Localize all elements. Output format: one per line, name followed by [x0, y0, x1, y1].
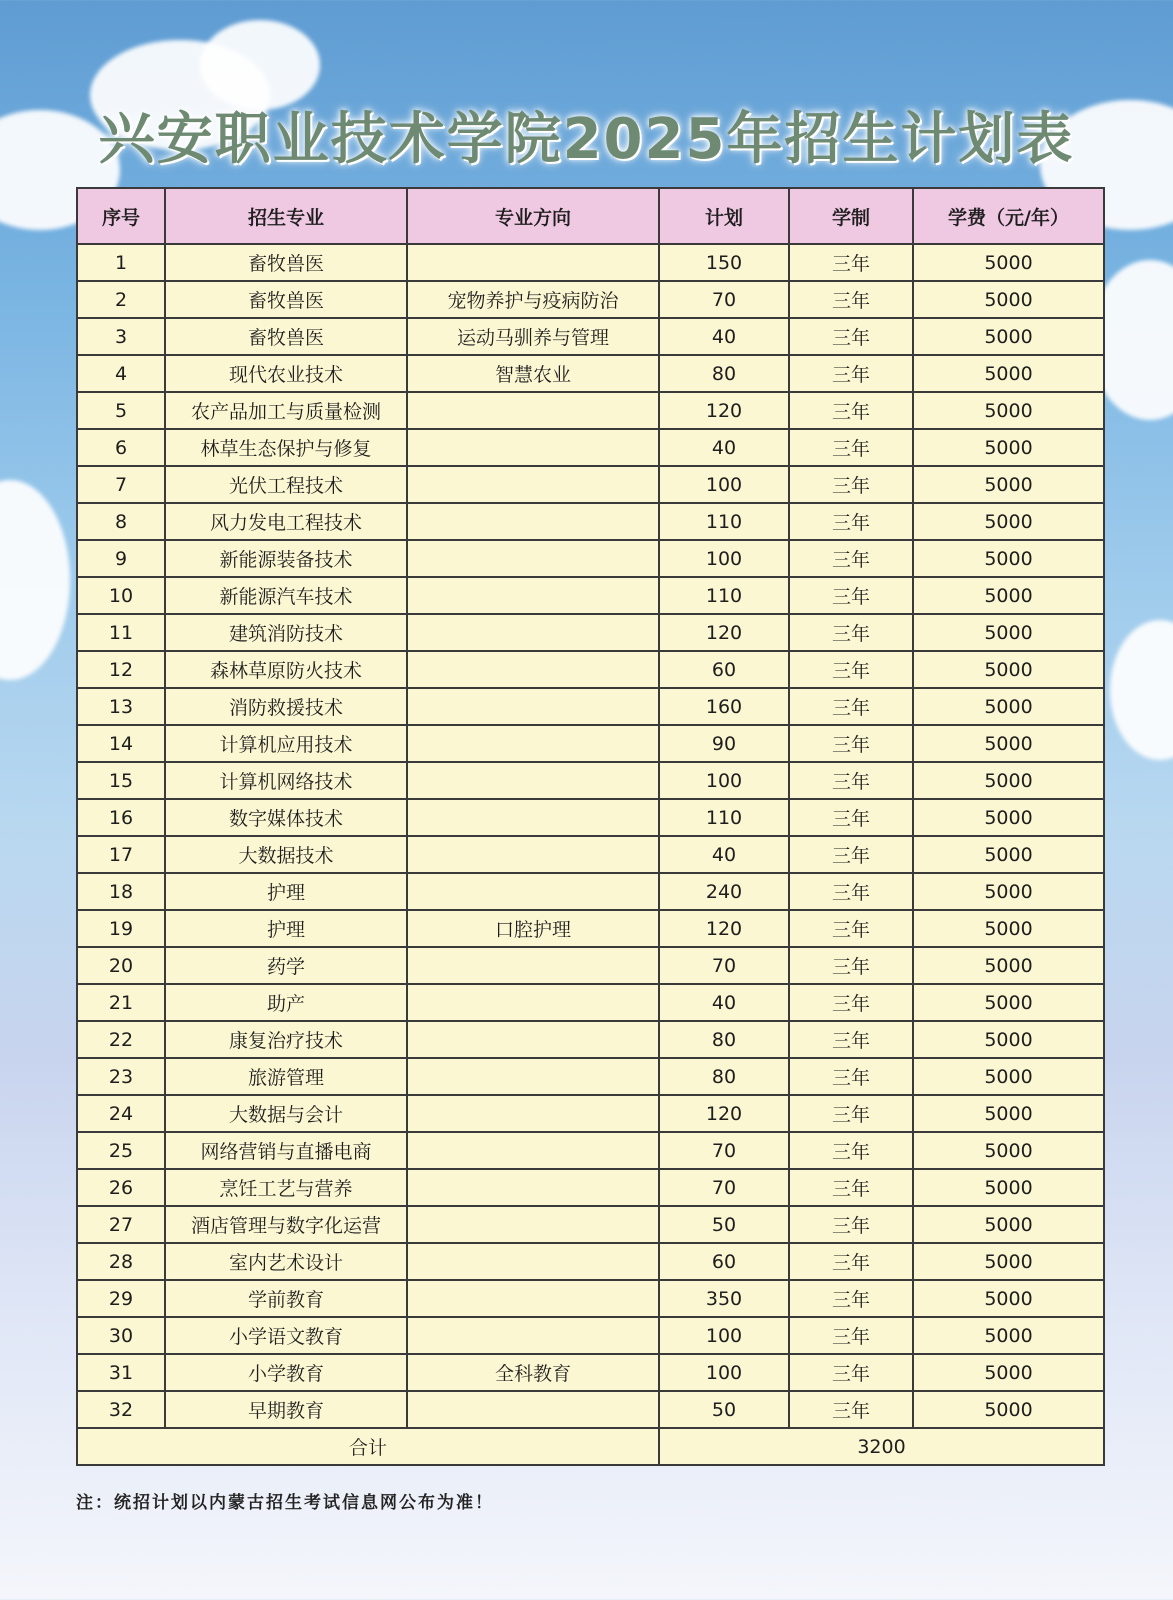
cell-tuition: 5000	[913, 1317, 1104, 1354]
table-row	[77, 1058, 1104, 1095]
cell-major: 大数据与会计	[165, 1095, 407, 1132]
cell-plan: 110	[659, 577, 789, 614]
cell-plan: 50	[659, 1391, 789, 1428]
cell-plan: 110	[659, 503, 789, 540]
cell-major: 计算机应用技术	[165, 725, 407, 762]
table-row	[77, 984, 1104, 1021]
table-row	[77, 1021, 1104, 1058]
header-major: 招生专业	[165, 188, 407, 244]
cell-tuition: 5000	[913, 318, 1104, 355]
cell-tuition: 5000	[913, 355, 1104, 392]
cell-tuition: 5000	[913, 947, 1104, 984]
cell-direction	[407, 429, 659, 466]
cell-direction	[407, 392, 659, 429]
cell-seq: 31	[77, 1354, 165, 1391]
cell-tuition: 5000	[913, 873, 1104, 910]
cell-plan: 100	[659, 466, 789, 503]
cell-tuition: 5000	[913, 1021, 1104, 1058]
cell-seq: 29	[77, 1280, 165, 1317]
table-row	[77, 1243, 1104, 1280]
table-row	[77, 355, 1104, 392]
cloud-decoration	[200, 20, 320, 110]
table-row	[77, 725, 1104, 762]
cell-major: 护理	[165, 910, 407, 947]
cell-direction	[407, 688, 659, 725]
cell-direction	[407, 947, 659, 984]
cell-duration: 三年	[789, 1206, 913, 1243]
table-row	[77, 1206, 1104, 1243]
cell-major: 护理	[165, 873, 407, 910]
table-row	[77, 688, 1104, 725]
cell-duration: 三年	[789, 503, 913, 540]
table-row	[77, 577, 1104, 614]
table-row	[77, 651, 1104, 688]
cell-duration: 三年	[789, 1132, 913, 1169]
cell-major: 畜牧兽医	[165, 281, 407, 318]
cell-tuition: 5000	[913, 1206, 1104, 1243]
cell-seq: 13	[77, 688, 165, 725]
cell-duration: 三年	[789, 651, 913, 688]
cell-seq: 6	[77, 429, 165, 466]
cell-plan: 120	[659, 1095, 789, 1132]
cell-duration: 三年	[789, 466, 913, 503]
cell-seq: 12	[77, 651, 165, 688]
cell-seq: 27	[77, 1206, 165, 1243]
table-row	[77, 1317, 1104, 1354]
cell-tuition: 5000	[913, 244, 1104, 281]
cell-duration: 三年	[789, 540, 913, 577]
table-row	[77, 614, 1104, 651]
cell-plan: 80	[659, 355, 789, 392]
table-header-row	[77, 188, 1104, 244]
cell-duration: 三年	[789, 355, 913, 392]
table-row	[77, 910, 1104, 947]
cell-tuition: 5000	[913, 910, 1104, 947]
cell-duration: 三年	[789, 947, 913, 984]
cell-major: 小学语文教育	[165, 1317, 407, 1354]
cell-direction	[407, 540, 659, 577]
cell-duration: 三年	[789, 688, 913, 725]
table-row	[77, 1095, 1104, 1132]
cell-plan: 120	[659, 614, 789, 651]
cell-direction	[407, 725, 659, 762]
table-row	[77, 540, 1104, 577]
cell-seq: 20	[77, 947, 165, 984]
cell-duration: 三年	[789, 1095, 913, 1132]
cell-tuition: 5000	[913, 799, 1104, 836]
cell-plan: 60	[659, 651, 789, 688]
cell-plan: 60	[659, 1243, 789, 1280]
cell-direction	[407, 1095, 659, 1132]
table-body	[77, 244, 1104, 1428]
cell-direction	[407, 799, 659, 836]
cell-plan: 40	[659, 836, 789, 873]
table-row	[77, 873, 1104, 910]
table-row	[77, 1354, 1104, 1391]
cell-seq: 32	[77, 1391, 165, 1428]
cell-major: 网络营销与直播电商	[165, 1132, 407, 1169]
cell-major: 药学	[165, 947, 407, 984]
table-row	[77, 1391, 1104, 1428]
cell-direction	[407, 1206, 659, 1243]
cell-direction	[407, 762, 659, 799]
cell-tuition: 5000	[913, 540, 1104, 577]
cell-direction	[407, 1169, 659, 1206]
cell-plan: 100	[659, 540, 789, 577]
cell-duration: 三年	[789, 873, 913, 910]
cell-duration: 三年	[789, 836, 913, 873]
cell-duration: 三年	[789, 318, 913, 355]
cell-seq: 4	[77, 355, 165, 392]
cell-major: 室内艺术设计	[165, 1243, 407, 1280]
cell-tuition: 5000	[913, 392, 1104, 429]
total-label: 合计	[77, 1428, 659, 1465]
cell-duration: 三年	[789, 244, 913, 281]
cell-duration: 三年	[789, 762, 913, 799]
cell-direction	[407, 1391, 659, 1428]
cell-direction: 全科教育	[407, 1354, 659, 1391]
cell-plan: 100	[659, 762, 789, 799]
cell-duration: 三年	[789, 725, 913, 762]
cell-major: 畜牧兽医	[165, 318, 407, 355]
cell-major: 风力发电工程技术	[165, 503, 407, 540]
cell-major: 旅游管理	[165, 1058, 407, 1095]
table-row	[77, 947, 1104, 984]
cell-tuition: 5000	[913, 614, 1104, 651]
cell-major: 新能源装备技术	[165, 540, 407, 577]
cell-direction	[407, 466, 659, 503]
cell-plan: 100	[659, 1317, 789, 1354]
cell-duration: 三年	[789, 1317, 913, 1354]
cell-direction	[407, 577, 659, 614]
cell-major: 小学教育	[165, 1354, 407, 1391]
cell-tuition: 5000	[913, 429, 1104, 466]
cloud-decoration	[1110, 620, 1173, 760]
cell-plan: 80	[659, 1058, 789, 1095]
cell-seq: 2	[77, 281, 165, 318]
cell-direction: 运动马驯养与管理	[407, 318, 659, 355]
cell-tuition: 5000	[913, 1280, 1104, 1317]
table-row	[77, 762, 1104, 799]
cell-major: 计算机网络技术	[165, 762, 407, 799]
cell-seq: 1	[77, 244, 165, 281]
cell-seq: 21	[77, 984, 165, 1021]
cell-major: 光伏工程技术	[165, 466, 407, 503]
header-direction: 专业方向	[407, 188, 659, 244]
cell-major: 助产	[165, 984, 407, 1021]
cell-seq: 17	[77, 836, 165, 873]
cell-plan: 240	[659, 873, 789, 910]
cell-major: 森林草原防火技术	[165, 651, 407, 688]
cell-seq: 25	[77, 1132, 165, 1169]
cell-direction: 口腔护理	[407, 910, 659, 947]
cell-plan: 100	[659, 1354, 789, 1391]
cell-seq: 23	[77, 1058, 165, 1095]
table-row	[77, 392, 1104, 429]
total-row	[77, 1428, 1104, 1465]
cell-duration: 三年	[789, 281, 913, 318]
header-tuition: 学费（元/年）	[913, 188, 1104, 244]
cell-duration: 三年	[789, 1354, 913, 1391]
cell-direction	[407, 1243, 659, 1280]
cell-plan: 40	[659, 984, 789, 1021]
cell-major: 新能源汽车技术	[165, 577, 407, 614]
total-value: 3200	[659, 1428, 1104, 1465]
cell-duration: 三年	[789, 1058, 913, 1095]
cell-tuition: 5000	[913, 836, 1104, 873]
table-row	[77, 429, 1104, 466]
cell-duration: 三年	[789, 1169, 913, 1206]
cell-direction	[407, 1058, 659, 1095]
cell-seq: 16	[77, 799, 165, 836]
cell-major: 林草生态保护与修复	[165, 429, 407, 466]
table-row	[77, 281, 1104, 318]
cell-tuition: 5000	[913, 762, 1104, 799]
cell-duration: 三年	[789, 1391, 913, 1428]
cell-plan: 70	[659, 281, 789, 318]
cell-direction	[407, 836, 659, 873]
cell-major: 农产品加工与质量检测	[165, 392, 407, 429]
table-row	[77, 1280, 1104, 1317]
cell-direction	[407, 651, 659, 688]
cell-major: 康复治疗技术	[165, 1021, 407, 1058]
cell-direction	[407, 503, 659, 540]
cell-direction	[407, 1317, 659, 1354]
cell-plan: 90	[659, 725, 789, 762]
cell-tuition: 5000	[913, 466, 1104, 503]
cell-duration: 三年	[789, 910, 913, 947]
header-duration: 学制	[789, 188, 913, 244]
cell-duration: 三年	[789, 1243, 913, 1280]
cell-direction	[407, 873, 659, 910]
cell-plan: 80	[659, 1021, 789, 1058]
table-row	[77, 836, 1104, 873]
cell-seq: 10	[77, 577, 165, 614]
cell-tuition: 5000	[913, 984, 1104, 1021]
cell-seq: 5	[77, 392, 165, 429]
cell-tuition: 5000	[913, 1095, 1104, 1132]
cell-plan: 120	[659, 392, 789, 429]
cell-tuition: 5000	[913, 1391, 1104, 1428]
cell-seq: 7	[77, 466, 165, 503]
cell-tuition: 5000	[913, 503, 1104, 540]
cell-major: 现代农业技术	[165, 355, 407, 392]
cell-seq: 15	[77, 762, 165, 799]
header-seq: 序号	[77, 188, 165, 244]
cell-duration: 三年	[789, 984, 913, 1021]
cell-plan: 160	[659, 688, 789, 725]
cell-duration: 三年	[789, 614, 913, 651]
table-row	[77, 799, 1104, 836]
cell-direction	[407, 1021, 659, 1058]
cell-duration: 三年	[789, 577, 913, 614]
cell-tuition: 5000	[913, 651, 1104, 688]
cell-plan: 40	[659, 429, 789, 466]
cell-major: 早期教育	[165, 1391, 407, 1428]
cell-direction	[407, 614, 659, 651]
cell-seq: 3	[77, 318, 165, 355]
cell-plan: 40	[659, 318, 789, 355]
cell-duration: 三年	[789, 1280, 913, 1317]
cell-direction	[407, 244, 659, 281]
table-row	[77, 244, 1104, 281]
cell-seq: 9	[77, 540, 165, 577]
cell-plan: 120	[659, 910, 789, 947]
header-plan: 计划	[659, 188, 789, 244]
cell-tuition: 5000	[913, 725, 1104, 762]
cell-major: 畜牧兽医	[165, 244, 407, 281]
cell-tuition: 5000	[913, 1354, 1104, 1391]
enrollment-plan-table	[76, 187, 1105, 1466]
cell-seq: 11	[77, 614, 165, 651]
cell-seq: 24	[77, 1095, 165, 1132]
cell-plan: 70	[659, 1132, 789, 1169]
cell-tuition: 5000	[913, 281, 1104, 318]
cell-tuition: 5000	[913, 577, 1104, 614]
cell-plan: 70	[659, 1169, 789, 1206]
cell-major: 消防救援技术	[165, 688, 407, 725]
cell-major: 大数据技术	[165, 836, 407, 873]
cell-major: 数字媒体技术	[165, 799, 407, 836]
cloud-decoration	[0, 480, 70, 680]
cell-seq: 30	[77, 1317, 165, 1354]
table-row	[77, 503, 1104, 540]
cell-duration: 三年	[789, 429, 913, 466]
cell-duration: 三年	[789, 392, 913, 429]
cell-plan: 150	[659, 244, 789, 281]
cell-tuition: 5000	[913, 1132, 1104, 1169]
cell-tuition: 5000	[913, 1243, 1104, 1280]
cell-plan: 350	[659, 1280, 789, 1317]
cell-plan: 70	[659, 947, 789, 984]
cell-major: 烹饪工艺与营养	[165, 1169, 407, 1206]
cell-direction: 智慧农业	[407, 355, 659, 392]
cell-direction: 宠物养护与疫病防治	[407, 281, 659, 318]
cell-direction	[407, 1280, 659, 1317]
table-row	[77, 318, 1104, 355]
cell-duration: 三年	[789, 799, 913, 836]
cell-direction	[407, 1132, 659, 1169]
cell-seq: 26	[77, 1169, 165, 1206]
cell-tuition: 5000	[913, 1058, 1104, 1095]
table-row	[77, 1132, 1104, 1169]
cell-seq: 28	[77, 1243, 165, 1280]
cell-tuition: 5000	[913, 1169, 1104, 1206]
cell-seq: 8	[77, 503, 165, 540]
cell-plan: 110	[659, 799, 789, 836]
footnote: 注：统招计划以内蒙古招生考试信息网公布为准！	[76, 1493, 494, 1513]
page-title: 兴安职业技术学院2025年招生计划表	[98, 107, 1075, 172]
cell-seq: 18	[77, 873, 165, 910]
cell-major: 建筑消防技术	[165, 614, 407, 651]
cell-seq: 14	[77, 725, 165, 762]
cell-seq: 22	[77, 1021, 165, 1058]
cell-plan: 50	[659, 1206, 789, 1243]
table-row	[77, 466, 1104, 503]
cell-direction	[407, 984, 659, 1021]
table-row	[77, 1169, 1104, 1206]
cell-major: 学前教育	[165, 1280, 407, 1317]
cell-duration: 三年	[789, 1021, 913, 1058]
cell-tuition: 5000	[913, 688, 1104, 725]
cell-seq: 19	[77, 910, 165, 947]
cell-major: 酒店管理与数字化运营	[165, 1206, 407, 1243]
